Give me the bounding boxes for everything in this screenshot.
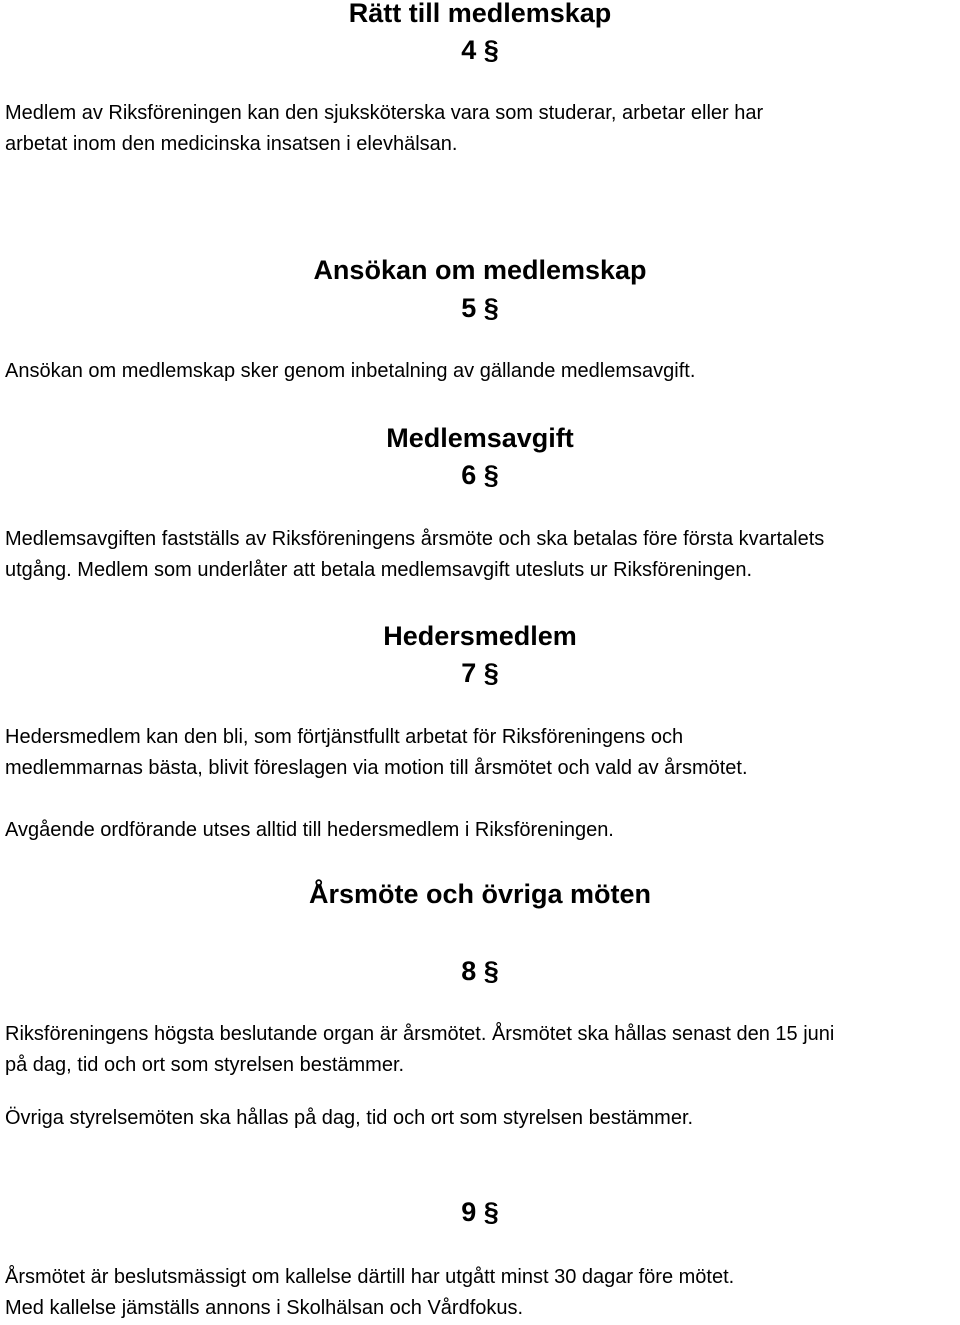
- section-8-text-2: [5, 1103, 960, 1134]
- text-line: utgång. Medlem som underlåter att betala medlemsavgift utesluts ur Riksföreningen.: [5, 559, 753, 581]
- paragraph-number-5: 5 §: [461, 293, 499, 323]
- text-line: Hedersmedlem kan den bli, som förtjänstfullt arbetat för Riksföreningens och: [5, 726, 684, 748]
- text-line: arbetat inom den medicinska insatsen i elevhälsan.: [5, 133, 458, 155]
- section-6-text: [5, 524, 960, 586]
- text-line: Årsmötet är beslutsmässigt om kallelse därtill har utgått minst 30 dagar före mötet.: [5, 1266, 735, 1288]
- text-line: Övriga styrelsemöten ska hållas på dag, tid och ort som styrelsen bestämmer.: [5, 1107, 694, 1129]
- paragraph-number-8: 8 §: [461, 956, 499, 986]
- section-7-text-2: [5, 815, 960, 846]
- heading-medlemsavgift: Medlemsavgift: [386, 423, 574, 453]
- text-line: Medlem av Riksföreningen kan den sjuksköterska vara som studerar, arbetar eller har: [5, 102, 764, 124]
- text-line: Riksföreningens högsta beslutande organ är årsmötet. Årsmötet ska hållas senast den 15 juni: [5, 1023, 835, 1045]
- text-line: medlemmarnas bästa, blivit föreslagen via motion till årsmötet och vald av årsmötet.: [5, 757, 748, 779]
- text-line: Medlemsavgiften fastställs av Riksföreningens årsmöte och ska betalas före första kvartalets: [5, 528, 825, 550]
- section-4-text: [5, 98, 960, 160]
- heading-ansokan-om-medlemskap: Ansökan om medlemskap: [313, 255, 647, 285]
- paragraph-number-9: 9 §: [461, 1197, 499, 1227]
- text-line: på dag, tid och ort som styrelsen bestämmer.: [5, 1054, 405, 1076]
- section-7-text: [5, 722, 960, 784]
- paragraph-number-7: 7 §: [461, 658, 499, 688]
- text-line: Avgående ordförande utses alltid till hedersmedlem i Riksföreningen.: [5, 819, 614, 841]
- text-line: Med kallelse jämställs annons i Skolhälsan och Vårdfokus.: [5, 1297, 524, 1319]
- text-line: Ansökan om medlemskap sker genom inbetalning av gällande medlemsavgift.: [5, 360, 696, 382]
- section-9-text: [5, 1262, 960, 1324]
- heading-arsmote-och-ovriga-moten: Årsmöte och övriga möten: [308, 879, 652, 909]
- paragraph-number-4: 4 §: [461, 35, 499, 65]
- heading-ratt-till-medlemskap: Rätt till medlemskap: [348, 0, 612, 28]
- paragraph-number-6: 6 §: [461, 460, 499, 490]
- section-8-text: [5, 1019, 960, 1081]
- heading-hedersmedlem: Hedersmedlem: [383, 621, 577, 651]
- section-5-text: [5, 356, 960, 387]
